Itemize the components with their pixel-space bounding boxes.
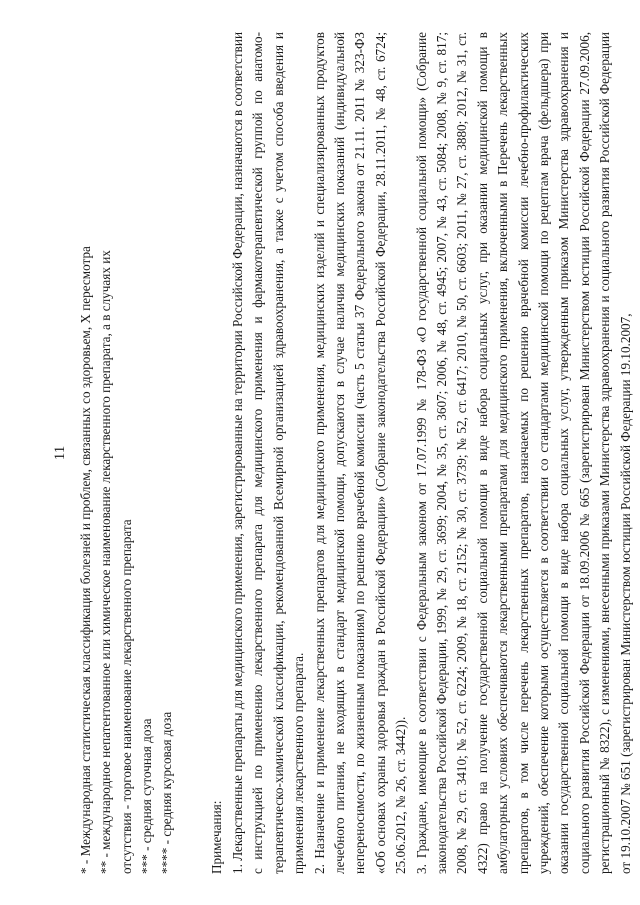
page-number: 11 [52,445,68,461]
footnote-icd: * - Международная статистическая классификация болезней и проблем, связанных со здоровьем, X пересмотра [78,246,93,874]
footnote-course-dose: **** - средняя курсовая доза [159,711,175,874]
footnotes [76,32,177,874]
document-page [20,12,633,892]
note-1: 1. Лекарственные препараты для медицинского применения, зарегистрированные на территории Российской Федерации, назначаются в соответствии с инструкцией по применению лекарственного препарата для медицинского применения и фармакотерапевтической группой по анатомо-терапевтическо-химической классификации, рекомендованной Всемирной организацией здравоохранения, а также с учетом способа введения и применения лекарственного препарата. [229,32,307,874]
notes-title: Примечания: [209,800,225,874]
footnote-daily-dose: *** - средняя суточная доза [138,718,154,874]
footnote-inn: ** - международное непатентованное или химическое наименование лекарственного препарата, а в случаях их [98,250,114,874]
note-2: 2. Назначение и применение лекарственных препаратов для медицинского применения, медицинских изделий и специализированных продуктов лечебного питания, не входящих в стандарт медицинской помощи, допускаются в случае наличия медицинских показаний (индивидуальной непереносимости, по жизненным показаниям) по решению врачебной комиссии (часть 5 статьи 37 Федерального закона от 21.11. 2011 № 323-ФЗ «Об основах охраны здоровья граждан в Российской Федерации» (Собрание законодательства Российской Федерации, 28.11.2011, № 48, ст. 6724; 25.06.2012, № 26, ст. 3442)). [311,32,409,874]
note-3: 3. Граждане, имеющие в соответствии с Федеральным законом от 17.07.1999 № 178-ФЗ «О государственной социальной помощи» (Собрание законодательства Российской Федерации, 1999, № 29, ст. 3699; 2004, № 35, ст. 3607; 2006, № 48, ст. 4945; 2007, № 43, ст. 5084; 2008, № 9, ст. 817; 2008, № 29, ст. 3410; № 52, ст. 6224; 2009, № 18, ст. 2152; № 30, ст. 3739; № 52, ст. 6417; 2010, № 50, ст. 6603; 2011, № 27, ст. 3880; 2012, № 31, ст. 4322) право на получение государственной социальной помощи в виде набора социальных услуг, при оказании медицинской помощи в амбулаторных условиях обеспечиваются лекарственными препаратами для медицинского применения, включенными в Перечень лекарственных препаратов, в том числе перечень лекарственных препаратов, назначаемых по решению врачебной комиссии лечебно-профилактических учреждений, обеспечение которыми осуществляется в соответствии со стандартами медицинской помощи по рецептам врача (фельдшера) при оказании государственной социальной помощи в виде набора социальных услуг, утвержденным приказом Министерства здравоохранения и социального развития Российской Федерации от 18.09.2006 № 665 (зарегистрирован Министерством юстиции Российской Федерации 27.09.2006, регистрационный № 8322), с изменениями, внесенными приказами Министерства здравоохранения и социального развития Российской Федерации от 19.10.2007 № 651 (зарегистрирован Министерством юстиции Российской Федерации 19.10.2007, [413,32,633,874]
footnote-inn-continued: отсутствия - торговое наименование лекарственного препарата [118,519,134,874]
notes-section [207,32,636,874]
